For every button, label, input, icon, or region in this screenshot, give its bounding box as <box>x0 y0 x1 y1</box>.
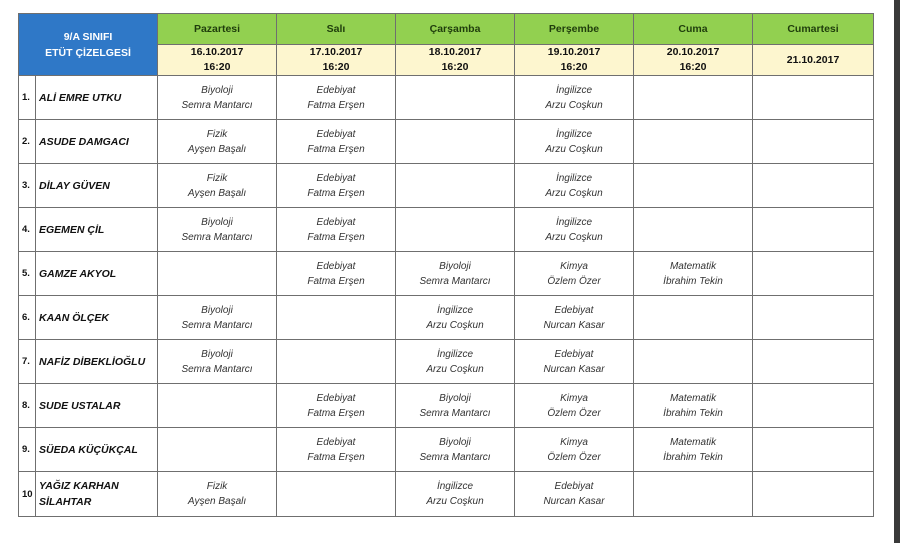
subject-text: Kimya <box>560 392 588 404</box>
table-row <box>19 252 874 296</box>
student-name: SÜEDA KÜÇÜKÇAL <box>36 428 158 472</box>
subject-text: Fizik <box>206 172 228 184</box>
lesson-cell <box>753 164 874 208</box>
row-number: 7. <box>19 340 36 384</box>
lesson-cell <box>158 208 277 252</box>
lesson-cell <box>515 296 634 340</box>
lesson-cell <box>634 120 753 164</box>
teacher-text: Arzu Coşkun <box>545 143 603 155</box>
teacher-text: Fatma Erşen <box>307 99 365 111</box>
lesson-cell <box>158 384 277 428</box>
date-cell-saturday <box>753 45 874 76</box>
lesson-cell <box>396 472 515 517</box>
subject-text: Edebiyat <box>316 128 356 140</box>
title-line-1: 9/A SINIFI <box>63 30 113 43</box>
lesson-cell <box>753 76 874 120</box>
teacher-text: Fatma Erşen <box>307 187 365 199</box>
table-row <box>19 296 874 340</box>
lesson-cell <box>753 252 874 296</box>
lesson-cell <box>515 208 634 252</box>
date-cell-tuesday <box>277 45 396 76</box>
teacher-text: Arzu Coşkun <box>426 363 484 375</box>
lesson-cell <box>277 120 396 164</box>
lesson-cell <box>634 164 753 208</box>
subject-text: Edebiyat <box>316 436 356 448</box>
student-name: SUDE USTALAR <box>36 384 158 428</box>
lesson-cell <box>753 384 874 428</box>
schedule-title <box>19 14 158 76</box>
subject-text: Matematik <box>669 260 717 272</box>
subject-text: Biyoloji <box>439 260 471 272</box>
window-edge <box>894 0 900 543</box>
time-text: 16:20 <box>679 61 707 73</box>
lesson-cell <box>396 208 515 252</box>
teacher-text: Semra Mantarcı <box>181 319 253 331</box>
row-number: 4. <box>19 208 36 252</box>
day-header-wednesday: Çarşamba <box>396 14 515 45</box>
teacher-text: Ayşen Başalı <box>187 143 247 155</box>
time-text: 16:20 <box>322 61 350 73</box>
teacher-text: Semra Mantarcı <box>419 407 491 419</box>
teacher-text: Nurcan Kasar <box>543 363 605 375</box>
lesson-cell <box>396 252 515 296</box>
lesson-cell <box>277 428 396 472</box>
teacher-text: Özlem Özer <box>547 275 601 287</box>
student-name: KAAN ÖLÇEK <box>36 296 158 340</box>
lesson-cell <box>753 340 874 384</box>
subject-text: Edebiyat <box>316 172 356 184</box>
etut-schedule-table <box>18 13 874 517</box>
day-header-monday: Pazartesi <box>158 14 277 45</box>
date-cell-friday <box>634 45 753 76</box>
lesson-cell <box>158 428 277 472</box>
subject-text: İngilizce <box>436 348 474 360</box>
table-row <box>19 428 874 472</box>
table-row <box>19 76 874 120</box>
teacher-text: Fatma Erşen <box>307 451 365 463</box>
row-number: 3. <box>19 164 36 208</box>
student-name: ALİ EMRE UTKU <box>36 76 158 120</box>
date-cell-monday <box>158 45 277 76</box>
lesson-cell <box>277 384 396 428</box>
lesson-cell <box>515 472 634 517</box>
date-text: 18.10.2017 <box>428 46 482 58</box>
lesson-cell <box>158 296 277 340</box>
teacher-text: Semra Mantarcı <box>181 363 253 375</box>
row-number: 9. <box>19 428 36 472</box>
lesson-cell <box>753 120 874 164</box>
subject-text: İngilizce <box>436 304 474 316</box>
teacher-text: Nurcan Kasar <box>543 319 605 331</box>
student-name: NAFİZ DİBEKLİOĞLU <box>36 340 158 384</box>
lesson-cell <box>753 472 874 517</box>
subject-text: Fizik <box>206 128 228 140</box>
lesson-cell <box>277 340 396 384</box>
lesson-cell <box>396 384 515 428</box>
lesson-cell <box>634 296 753 340</box>
student-name: DİLAY GÜVEN <box>36 164 158 208</box>
lesson-cell <box>515 164 634 208</box>
lesson-cell <box>277 296 396 340</box>
teacher-text: Nurcan Kasar <box>543 496 605 507</box>
lesson-cell <box>277 76 396 120</box>
subject-text: Edebiyat <box>316 392 356 404</box>
teacher-text: Arzu Coşkun <box>545 231 603 243</box>
table-row <box>19 340 874 384</box>
lesson-cell <box>515 384 634 428</box>
row-number: 8. <box>19 384 36 428</box>
table-row <box>19 208 874 252</box>
lesson-cell <box>158 252 277 296</box>
date-text: 21.10.2017 <box>786 53 840 66</box>
lesson-cell <box>515 76 634 120</box>
subject-text: Edebiyat <box>554 348 594 360</box>
lesson-cell <box>515 252 634 296</box>
lesson-cell <box>277 164 396 208</box>
table-row <box>19 472 874 517</box>
row-number: 5. <box>19 252 36 296</box>
lesson-cell <box>634 428 753 472</box>
teacher-text: İbrahim Tekin <box>663 451 723 463</box>
teacher-text: İbrahim Tekin <box>663 275 723 287</box>
lesson-cell <box>634 208 753 252</box>
lesson-cell <box>158 472 277 517</box>
lesson-cell <box>396 296 515 340</box>
lesson-cell <box>753 296 874 340</box>
day-header-thursday: Perşembe <box>515 14 634 45</box>
subject-text: İngilizce <box>555 172 593 184</box>
subject-text: Kimya <box>560 260 588 272</box>
lesson-cell <box>396 340 515 384</box>
subject-text: İngilizce <box>555 84 593 96</box>
teacher-text: Arzu Coşkun <box>545 99 603 111</box>
teacher-text: Semra Mantarcı <box>181 99 253 111</box>
teacher-text: Özlem Özer <box>547 451 601 463</box>
lesson-cell <box>634 340 753 384</box>
subject-text: Edebiyat <box>316 84 356 96</box>
date-cell-thursday <box>515 45 634 76</box>
lesson-cell <box>753 428 874 472</box>
subject-text: Biyoloji <box>439 436 471 448</box>
lesson-cell <box>158 164 277 208</box>
header-day-row <box>19 14 874 45</box>
subject-text: İngilizce <box>436 481 474 492</box>
teacher-text: Fatma Erşen <box>307 407 365 419</box>
lesson-cell <box>634 384 753 428</box>
lesson-cell <box>277 208 396 252</box>
teacher-text: İbrahim Tekin <box>663 407 723 419</box>
lesson-cell <box>634 252 753 296</box>
date-text: 17.10.2017 <box>309 46 363 58</box>
table-row <box>19 164 874 208</box>
student-name: EGEMEN ÇİL <box>36 208 158 252</box>
lesson-cell <box>515 428 634 472</box>
teacher-text: Arzu Coşkun <box>426 319 484 331</box>
subject-text: Edebiyat <box>316 216 356 228</box>
lesson-cell <box>396 428 515 472</box>
student-name: ASUDE DAMGACI <box>36 120 158 164</box>
teacher-text: Fatma Erşen <box>307 275 365 287</box>
table-row <box>19 384 874 428</box>
student-rows <box>19 76 874 517</box>
date-text: 16.10.2017 <box>190 46 244 58</box>
lesson-cell <box>158 120 277 164</box>
time-text: 16:20 <box>441 61 469 73</box>
subject-text: İngilizce <box>555 216 593 228</box>
teacher-text: Ayşen Başalı <box>187 187 247 199</box>
subject-text: Fizik <box>206 481 228 492</box>
time-text: 16:20 <box>203 61 231 73</box>
teacher-text: Semra Mantarcı <box>181 231 253 243</box>
teacher-text: Ayşen Başalı <box>187 496 247 507</box>
lesson-cell <box>634 472 753 517</box>
subject-text: Matematik <box>669 392 717 404</box>
day-header-tuesday: Salı <box>277 14 396 45</box>
date-cell-wednesday <box>396 45 515 76</box>
row-number: 6. <box>19 296 36 340</box>
subject-text: Edebiyat <box>554 481 594 492</box>
row-number: 2. <box>19 120 36 164</box>
subject-text: Biyoloji <box>201 216 233 228</box>
subject-text: Edebiyat <box>554 304 594 316</box>
teacher-text: Fatma Erşen <box>307 231 365 243</box>
lesson-cell <box>158 340 277 384</box>
table-row <box>19 120 874 164</box>
lesson-cell <box>277 252 396 296</box>
teacher-text: Fatma Erşen <box>307 143 365 155</box>
subject-text: Biyoloji <box>201 348 233 360</box>
teacher-text: Özlem Özer <box>547 407 601 419</box>
lesson-cell <box>277 472 396 517</box>
subject-text: İngilizce <box>555 128 593 140</box>
teacher-text: Semra Mantarcı <box>419 451 491 463</box>
lesson-cell <box>515 340 634 384</box>
student-name: YAĞIZ KARHAN SİLAHTAR <box>36 472 158 517</box>
subject-text: Biyoloji <box>439 392 471 404</box>
title-line-2: ETÜT ÇİZELGESİ <box>45 46 131 59</box>
day-header-saturday: Cumartesi <box>753 14 874 45</box>
teacher-text: Arzu Coşkun <box>545 187 603 199</box>
lesson-cell <box>396 76 515 120</box>
subject-text: Kimya <box>560 436 588 448</box>
student-name: GAMZE AKYOL <box>36 252 158 296</box>
row-number: 10 <box>19 472 36 517</box>
date-text: 19.10.2017 <box>547 46 601 58</box>
subject-text: Biyoloji <box>201 84 233 96</box>
lesson-cell <box>753 208 874 252</box>
subject-text: Edebiyat <box>316 260 356 272</box>
lesson-cell <box>634 76 753 120</box>
date-text: 20.10.2017 <box>666 46 720 58</box>
day-header-friday: Cuma <box>634 14 753 45</box>
teacher-text: Arzu Coşkun <box>426 496 484 507</box>
lesson-cell <box>158 76 277 120</box>
time-text: 16:20 <box>560 61 588 73</box>
teacher-text: Semra Mantarcı <box>419 275 491 287</box>
lesson-cell <box>515 120 634 164</box>
subject-text: Matematik <box>669 436 717 448</box>
lesson-cell <box>396 120 515 164</box>
row-number: 1. <box>19 76 36 120</box>
subject-text: Biyoloji <box>201 304 233 316</box>
lesson-cell <box>396 164 515 208</box>
